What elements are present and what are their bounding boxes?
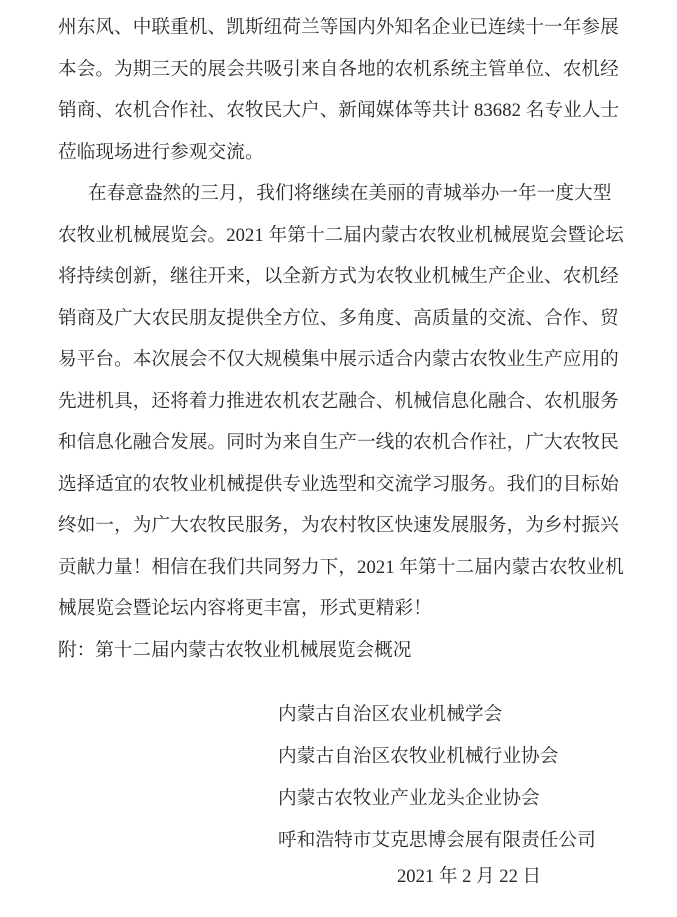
text-line: 销商、农机合作社、农牧民大户、新闻媒体等共计 83682 名专业人士: [58, 100, 620, 121]
paragraph-main: [58, 173, 624, 630]
text-line: 贡献力量！相信在我们共同努力下，2021 年第十二届内蒙古农牧业机: [58, 556, 624, 578]
text-line: 内蒙古农牧业产业龙头企业协会: [278, 788, 540, 809]
text-line: 终如一，为广大农牧民服务，为农村牧区快速发展服务，为乡村振兴: [58, 515, 619, 536]
text-line: 莅临现场进行参观交流。: [58, 141, 264, 163]
document-date: 2021 年 2 月 22 日: [397, 866, 542, 887]
text-line: 销商及广大农民朋友提供全方位、多角度、高质量的交流、合作、贸: [58, 307, 619, 329]
text-line: 内蒙古自治区农牧业机械行业协会: [278, 746, 559, 767]
document-body: [58, 7, 624, 671]
text-line: 州东风、中联重机、凯斯纽荷兰等国内外知名企业已连续十一年参展: [58, 17, 619, 38]
text-line: 呼和浩特市艾克思博会展有限责任公司: [278, 830, 596, 851]
text-line: 将持续创新，继往开来，以全新方式为农牧业机械生产企业、农机经: [58, 266, 619, 287]
text-line: 选择适宜的农牧业机械提供专业选型和交流学习服务。我们的目标始: [58, 473, 619, 495]
text-line: 内蒙古自治区农业机械学会: [278, 704, 503, 725]
text-line: 在春意盎然的三月，我们将继续在美丽的青城举办一年一度大型: [88, 183, 612, 204]
text-line: 易平台。本次展会不仅大规模集中展示适合内蒙古农牧业生产应用的: [58, 349, 619, 370]
attachment-note: 附：第十二届内蒙古农牧业机械展览会概况: [58, 639, 412, 661]
paragraph-continuation: [58, 7, 624, 173]
text-line: 本会。为期三天的展会共吸引来自各地的农机系统主管单位、农机经: [58, 58, 619, 80]
signature-block: [278, 694, 596, 862]
text-line: 械展览会暨论坛内容将更丰富，形式更精彩！: [58, 598, 432, 619]
text-line: 先进机具，还将着力推进农机农艺融合、机械信息化融合、农机服务: [58, 390, 619, 412]
text-line: 农牧业机械展览会。2021 年第十二届内蒙古农牧业机械展览会暨论坛: [58, 224, 624, 246]
text-line: 和信息化融合发展。同时为来自生产一线的农机合作社，广大农牧民: [58, 432, 619, 453]
